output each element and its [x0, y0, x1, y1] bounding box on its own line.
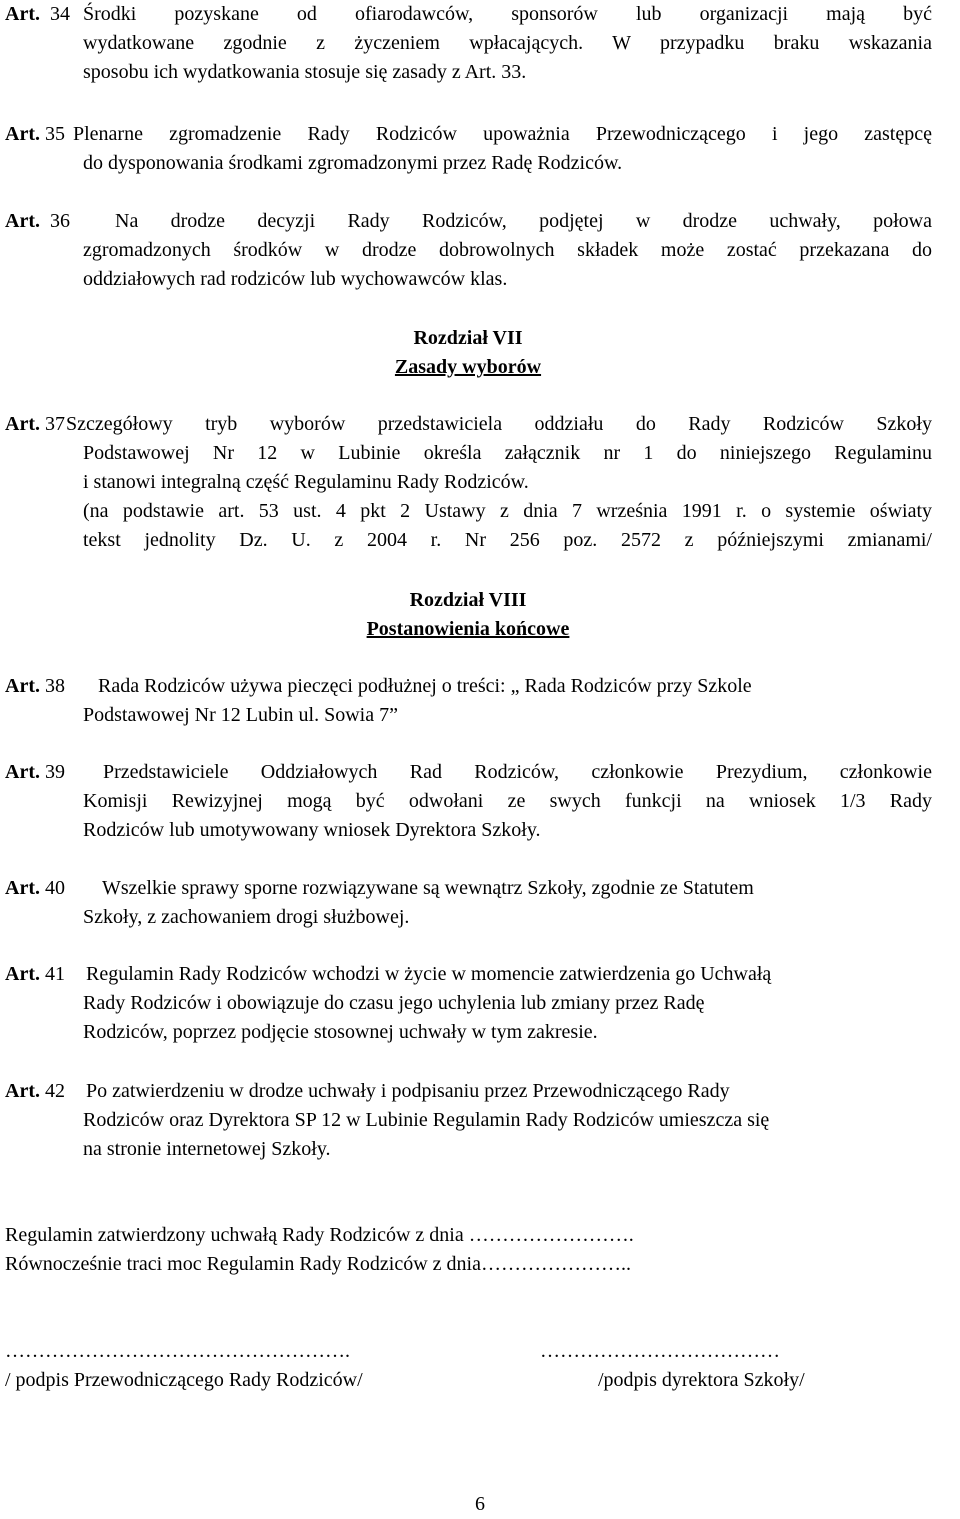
- signature-label-chairman: / podpis Przewodniczącego Rady Rodziców/: [5, 1369, 363, 1391]
- article-line: tekst jednolity Dz. U. z 2004 r. Nr 256 poz. 2572 z późniejszymi zmianami/: [83, 529, 932, 551]
- article-line: Komisji Rewizyjnej mogą być odwołani ze swych funkcji na wniosek 1/3 Rady: [83, 790, 932, 812]
- article-number: 34: [49, 3, 70, 25]
- article-40: [5, 874, 932, 932]
- article-line: zgromadzonych środków w drodze dobrowolnych składek może zostać przekazana do: [83, 239, 932, 261]
- article-line: do dysponowania środkami zgromadzonymi przez Radę Rodziców.: [83, 152, 623, 174]
- article-line: Rada Rodziców używa pieczęci podłużnej o treści: „ Rada Rodziców przy Szkole: [98, 675, 752, 697]
- chapter-subtitle: Postanowienia końcowe: [366, 618, 570, 640]
- art-prefix: Art.: [5, 1080, 40, 1102]
- article-line: wydatkowane zgodnie z życzeniem wpłacających. W przypadku braku wskazania: [83, 32, 932, 54]
- article-line: sposobu ich wydatkowania stosuje się zasady z Art. 33.: [83, 61, 527, 83]
- art-prefix: Art.: [5, 675, 40, 697]
- article-number: 38: [44, 675, 65, 697]
- article-35: [5, 120, 932, 178]
- article-number: 37: [44, 413, 65, 435]
- article-line: oddziałowych rad rodziców lub wychowawców klas.: [83, 268, 508, 290]
- article-line: Plenarne zgromadzenie Rady Rodziców upoważnia Przewodniczącego i jego zastępcę: [73, 123, 932, 145]
- article-line: Środki pozyskane od ofiarodawców, sponsorów lub organizacji mają być: [83, 3, 932, 25]
- chapter-heading-vii: [0, 324, 936, 382]
- article-number: 39: [44, 761, 65, 783]
- chapter-title: Rozdział VII: [413, 327, 523, 349]
- article-number: 42: [44, 1080, 65, 1102]
- art-prefix: Art.: [5, 877, 40, 899]
- article-number: 36: [49, 210, 70, 232]
- article-line: Szczegółowy tryb wyborów przedstawiciela oddziału do Rady Rodziców Szkoły: [66, 413, 932, 435]
- art-prefix: Art.: [5, 3, 40, 25]
- chapter-subtitle: Zasady wyborów: [394, 356, 542, 378]
- article-number: 40: [44, 877, 65, 899]
- article-line: (na podstawie art. 53 ust. 4 pkt 2 Ustawy z dnia 7 września 1991 r. o systemie oświaty: [83, 500, 932, 522]
- art-prefix: Art.: [5, 123, 40, 145]
- signature-dots-chairman: …………………………………………….: [5, 1340, 350, 1362]
- article-42: [5, 1077, 932, 1164]
- article-39: [5, 758, 932, 845]
- article-line: i stanowi integralną część Regulaminu Rady Rodziców.: [83, 471, 529, 493]
- article-37: [5, 410, 932, 555]
- article-line: na stronie internetowej Szkoły.: [83, 1138, 331, 1160]
- article-line: Szkoły, z zachowaniem drogi służbowej.: [83, 906, 410, 928]
- approval-line: Regulamin zatwierdzony uchwałą Rady Rodziców z dnia …………………….: [5, 1224, 634, 1246]
- article-line: Wszelkie sprawy sporne rozwiązywane są wewnątrz Szkoły, zgodnie ze Statutem: [102, 877, 754, 899]
- art-prefix: Art.: [5, 761, 40, 783]
- article-line: Po zatwierdzeniu w drodze uchwały i podpisaniu przez Przewodniczącego Rady: [86, 1080, 730, 1102]
- article-line: Rodziców lub umotywowany wniosek Dyrektora Szkoły.: [83, 819, 541, 841]
- signature-dots-director: ………………………………: [540, 1340, 780, 1362]
- art-prefix: Art.: [5, 210, 40, 232]
- article-36: [5, 207, 932, 294]
- chapter-heading-viii: [0, 586, 936, 644]
- page-number: 6: [475, 1493, 485, 1515]
- repeal-line: Równocześnie traci moc Regulamin Rady Rodziców z dnia…………………..: [5, 1253, 631, 1275]
- article-38: [5, 672, 932, 730]
- article-number: 41: [44, 963, 65, 985]
- article-line: Podstawowej Nr 12 w Lubinie określa załącznik nr 1 do niniejszego Regulaminu: [83, 442, 932, 464]
- article-line: Rodziców, poprzez podjęcie stosownej uchwały w tym zakresie.: [83, 1021, 598, 1043]
- article-41: [5, 960, 932, 1047]
- article-line: Na drodze decyzji Rady Rodziców, podjętej w drodze uchwały, połowa: [115, 210, 932, 232]
- article-line: Regulamin Rady Rodziców wchodzi w życie w momencie zatwierdzenia go Uchwałą: [86, 963, 772, 985]
- art-prefix: Art.: [5, 413, 40, 435]
- article-line: Rady Rodziców i obowiązuje do czasu jego uchylenia lub zmiany przez Radę: [83, 992, 705, 1014]
- article-line: Rodziców oraz Dyrektora SP 12 w Lubinie Regulamin Rady Rodziców umieszcza się: [83, 1109, 770, 1131]
- article-34: [5, 0, 932, 87]
- article-number: 35: [44, 123, 65, 145]
- signature-label-director: /podpis dyrektora Szkoły/: [598, 1369, 805, 1391]
- article-line: Podstawowej Nr 12 Lubin ul. Sowia 7”: [83, 704, 398, 726]
- article-line: Przedstawiciele Oddziałowych Rad Rodziców, członkowie Prezydium, członkowie: [103, 761, 932, 783]
- art-prefix: Art.: [5, 963, 40, 985]
- chapter-title: Rozdział VIII: [409, 589, 527, 611]
